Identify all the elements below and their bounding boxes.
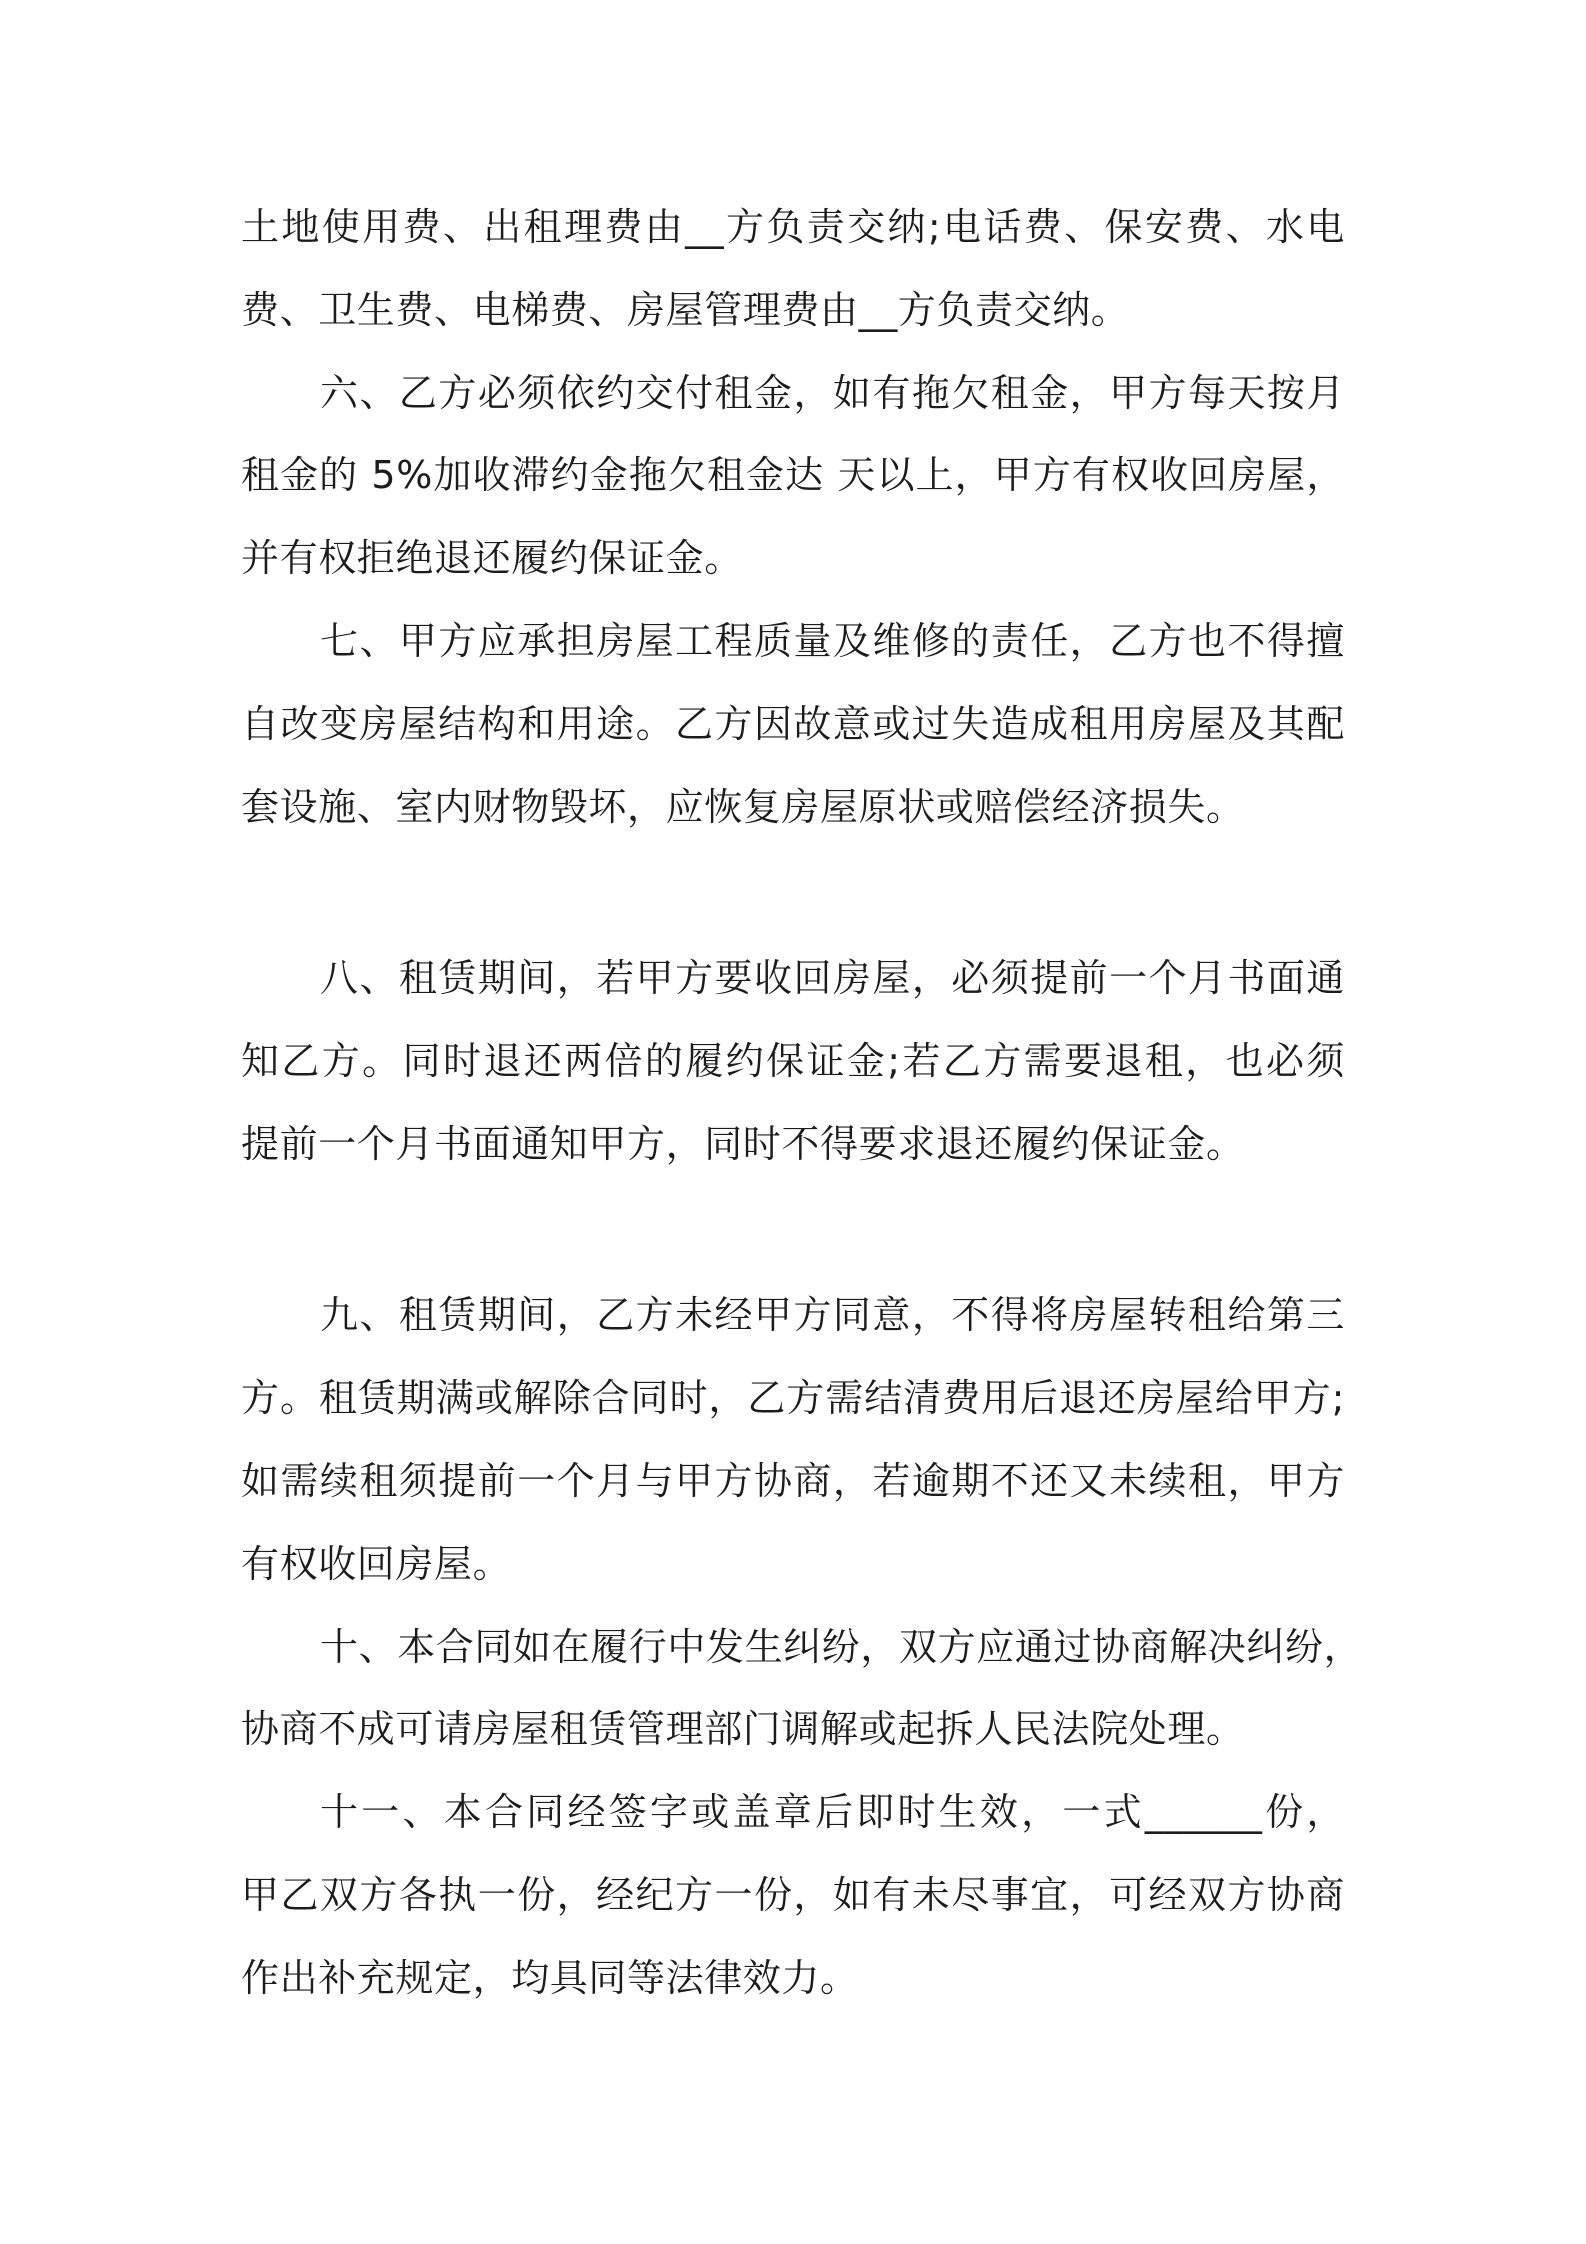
paragraph-line: 八、租赁期间，若甲方要收回房屋，必须提前一个月书面通 bbox=[320, 956, 1345, 1000]
paragraph-line: 并有权拒绝退还履约保证金。 bbox=[241, 536, 743, 580]
paragraph-line: 九、租赁期间，乙方未经甲方同意，不得将房屋转租给第三 bbox=[320, 1293, 1345, 1337]
paragraph-line: 十、本合同如在履行中发生纠纷，双方应通过协商解决纠纷， bbox=[320, 1625, 1363, 1669]
paragraph-line: 七、甲方应承担房屋工程质量及维修的责任，乙方也不得擅 bbox=[320, 619, 1345, 663]
paragraph-line: 土地使用费、出租理费由__方负责交纳;电话费、保安费、水电 bbox=[241, 205, 1345, 249]
paragraph-line: 租金的 5%加收滞约金拖欠租金达 天以上，甲方有权收回房屋， bbox=[241, 453, 1345, 497]
paragraph-line: 费、卫生费、电梯费、房屋管理费由__方负责交纳。 bbox=[241, 288, 1130, 332]
paragraph-line: 提前一个月书面通知甲方，同时不得要求退还履约保证金。 bbox=[241, 1122, 1245, 1166]
paragraph-line: 套设施、室内财物毁坏，应恢复房屋原状或赔偿经济损失。 bbox=[241, 785, 1245, 829]
paragraph-line: 方。租赁期满或解除合同时，乙方需结清费用后退还房屋给甲方; bbox=[241, 1376, 1345, 1420]
paragraph-line: 甲乙双方各执一份，经纪方一份，如有未尽事宜，可经双方协商 bbox=[241, 1873, 1345, 1917]
paragraph-line: 作出补充规定，均具同等法律效力。 bbox=[241, 1956, 859, 2000]
paragraph-line: 自改变房屋结构和用途。乙方因故意或过失造成租用房屋及其配 bbox=[241, 702, 1345, 746]
paragraph-line: 协商不成可请房屋租赁管理部门调解或起拆人民法院处理。 bbox=[241, 1707, 1245, 1751]
paragraph-line: 有权收回房屋。 bbox=[241, 1542, 512, 1586]
paragraph-line: 十一、本合同经签字或盖章后即时生效，一式______份， bbox=[320, 1790, 1345, 1834]
paragraph-line: 六、乙方必须依约交付租金，如有拖欠租金，甲方每天按月 bbox=[320, 371, 1345, 415]
paragraph-line: 如需续租须提前一个月与甲方协商，若逾期不还又未续租，甲方 bbox=[241, 1459, 1345, 1503]
paragraph-line: 知乙方。同时退还两倍的履约保证金;若乙方需要退租，也必须 bbox=[241, 1039, 1345, 1083]
